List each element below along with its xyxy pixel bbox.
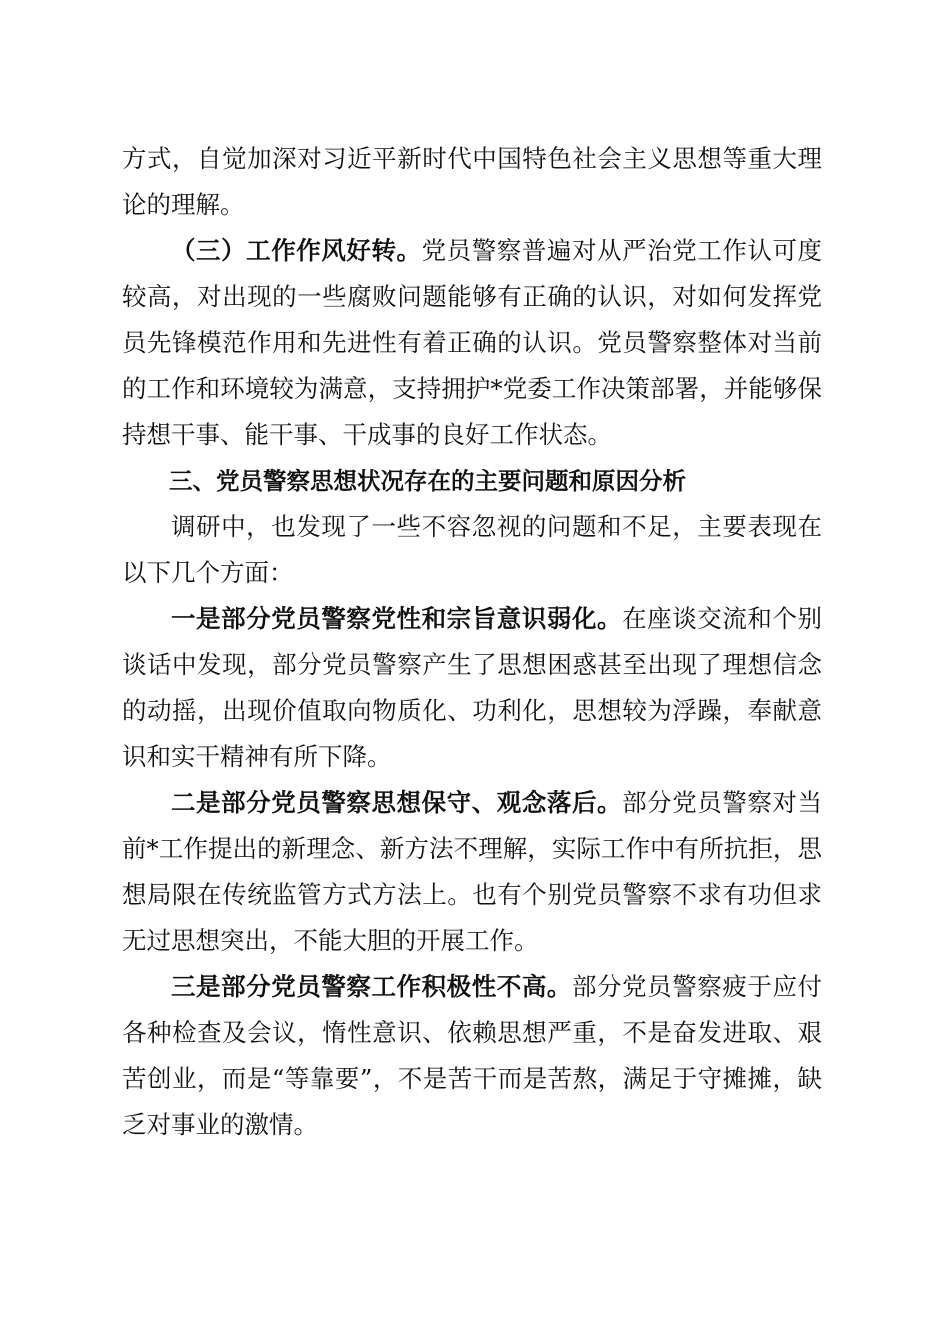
paragraph-continuation: 方式，自觉加深对习近平新时代中国特色社会主义思想等重大理论的理解。	[122, 144, 822, 219]
paragraph-issue-2	[122, 780, 822, 964]
paragraph-work-style-body: 党员警察普遍对从严治党工作认可度较高，对出现的一些腐败问题能够有正确的认识，对如何发挥党员先锋模范作用和先进性有着正确的认识。党员警察整体对当前的工作和环境较为满意，支持拥护*党委工作决策部署，并能够保持想干事、能干事、干成事的良好工作状态。	[122, 236, 823, 449]
paragraph-issue-2-lead: 二是部分党员警察思想保守、观念落后。	[171, 788, 623, 817]
paragraph-issue-3-lead: 三是部分党员警察工作积极性不高。	[171, 972, 572, 1001]
paragraph-issue-2-body: 部分党员警察对当前*工作提出的新理念、新方法不理解，实际工作中有所抗拒，思想局限在传统监管方式方法上。也有个别党员警察不求有功但求无过思想突出，不能大胆的开展工作。	[122, 788, 822, 955]
section-heading: 三、党员警察思想状况存在的主要问题和原因分析	[169, 467, 686, 495]
paragraph-issue-1-lead: 一是部分党员警察党性和宗旨意识弱化。	[171, 604, 623, 633]
document-page	[122, 136, 822, 1148]
paragraph-issue-3-body: 部分党员警察疲于应付各种检查及会议，惰性意识、依赖思想严重，不是奋发进取、艰苦创业，而是“等靠要”，不是苦干而是苦熬，满足于守摊摊，缺乏对事业的激情。	[122, 972, 823, 1139]
paragraph-issue-1	[122, 596, 822, 780]
paragraph-intro: 调研中，也发现了一些不容忽视的问题和不足，主要表现在以下几个方面：	[122, 512, 822, 587]
paragraph-work-style	[122, 228, 822, 458]
paragraph-work-style-lead: （三）工作作风好转。	[171, 236, 422, 265]
paragraph-issue-1-body: 在座谈交流和个别谈话中发现，部分党员警察产生了思想困惑甚至出现了理想信念的动摇，出现价值取向物质化、功利化，思想较为浮躁，奉献意识和实干精神有所下降。	[122, 604, 822, 771]
paragraph-issue-3	[122, 964, 822, 1148]
